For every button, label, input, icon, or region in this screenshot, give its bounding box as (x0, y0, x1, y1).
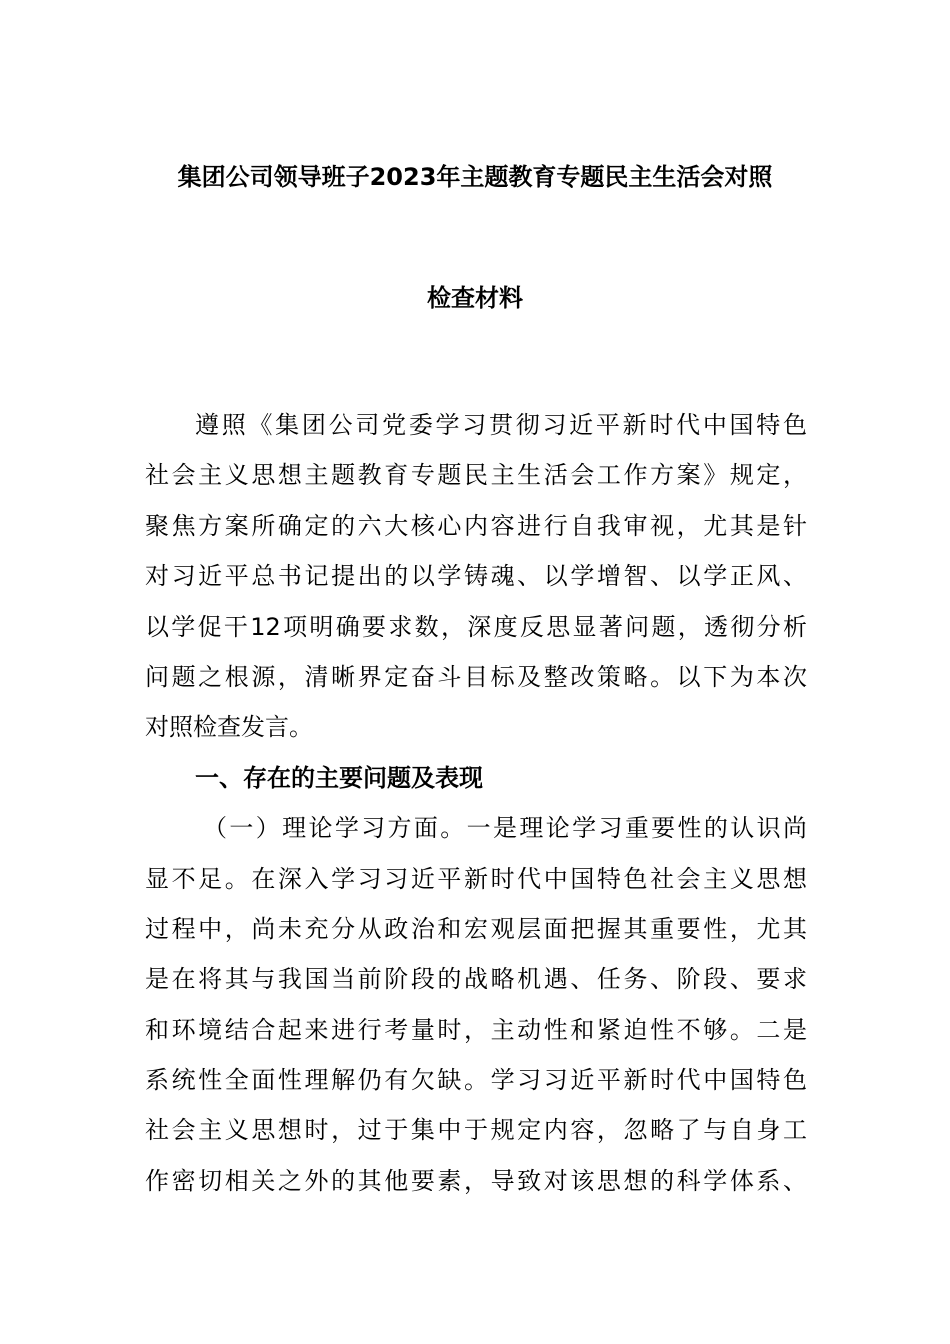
paragraph-2-line: 显不足。在深入学习习近平新时代中国特色社会主义思想 (145, 864, 807, 893)
paragraph-1-line: 以学促干12项明确要求数，深度反思显著问题，透彻分析 (145, 612, 807, 641)
paragraph-1-line: 对习近平总书记提出的以学铸魂、以学增智、以学正风、 (145, 562, 807, 591)
paragraph-2-line: 社会主义思想时，过于集中于规定内容，忽略了与自身工 (145, 1116, 807, 1145)
paragraph-1-line: 对照检查发言。 (145, 713, 313, 742)
document-title-line-1: 集团公司领导班子2023年主题教育专题民主生活会对照 (177, 163, 773, 191)
paragraph-1-line: 遵照《集团公司党委学习贯彻习近平新时代中国特色 (195, 411, 807, 439)
paragraph-1-line: 社会主义思想主题教育专题民主生活会工作方案》规定， (145, 461, 807, 490)
section-1-heading: 一、存在的主要问题及表现 (195, 763, 483, 792)
paragraph-1-line: 聚焦方案所确定的六大核心内容进行自我审视，尤其是针 (145, 511, 807, 540)
document-title-line-2: 检查材料 (427, 284, 523, 312)
paragraph-2-line: 作密切相关之外的其他要素，导致对该思想的科学体系、 (145, 1166, 807, 1195)
paragraph-2-line: 和环境结合起来进行考量时，主动性和紧迫性不够。二是 (145, 1015, 807, 1044)
paragraph-2-line: （一）理论学习方面。一是理论学习重要性的认识尚 (203, 814, 807, 843)
paragraph-1-line: 问题之根源，清晰界定奋斗目标及整改策略。以下为本次 (145, 662, 807, 691)
paragraph-2-line: 过程中，尚未充分从政治和宏观层面把握其重要性，尤其 (145, 914, 807, 943)
paragraph-2-line: 系统性全面性理解仍有欠缺。学习习近平新时代中国特色 (145, 1066, 807, 1095)
paragraph-2-line: 是在将其与我国当前阶段的战略机遇、任务、阶段、要求 (145, 965, 807, 994)
document-body (145, 400, 807, 1206)
